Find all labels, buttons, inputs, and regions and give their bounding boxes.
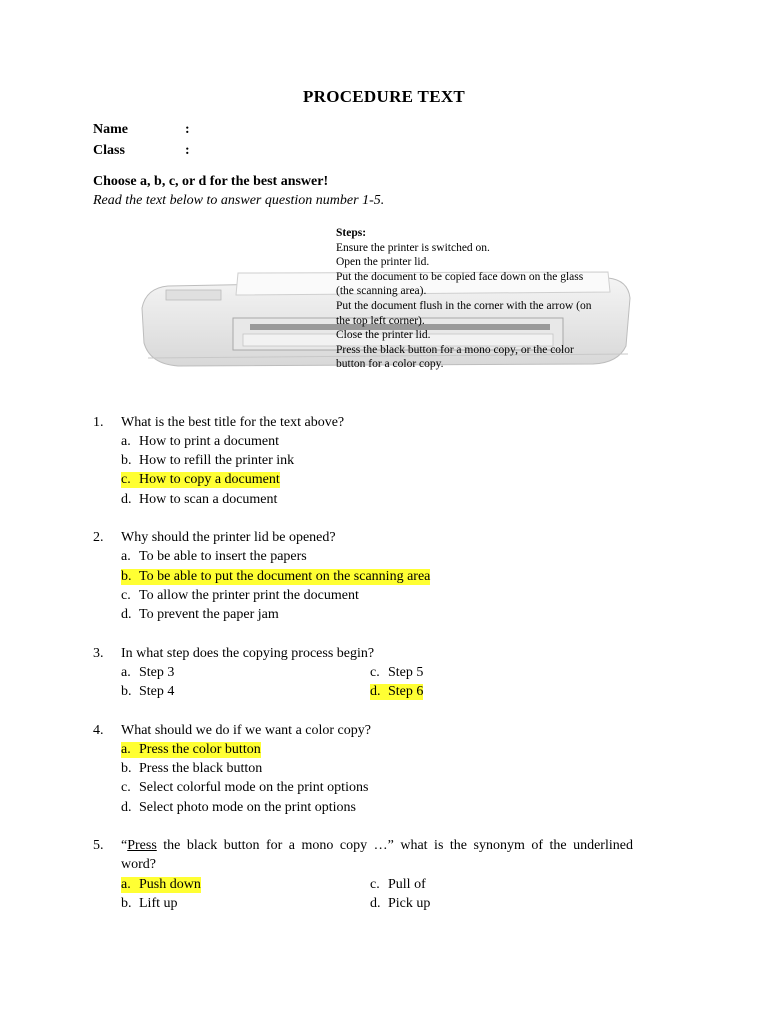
- step-line: button for a color copy.: [336, 358, 444, 371]
- question-text: Why should the printer lid be opened?: [121, 530, 336, 545]
- option-1d[interactable]: d. How to scan a document: [121, 492, 278, 507]
- question-1: [93, 415, 344, 431]
- question-text: What is the best title for the text above?: [121, 415, 345, 430]
- step-line: Put the document flush in the corner with the arrow (on: [336, 299, 592, 312]
- class-colon: :: [185, 143, 190, 158]
- underlined-word: Press: [127, 838, 157, 853]
- question-text: What should we do if we want a color copy?: [121, 723, 371, 738]
- question-text: In what step does the copying process begin?: [121, 646, 375, 661]
- option-4c[interactable]: c. Select colorful mode on the print options: [121, 780, 369, 795]
- step-line: Put the document to be copied face down on the glass: [336, 270, 584, 283]
- question-number: 4.: [93, 723, 104, 738]
- step-line: Open the printer lid.: [336, 256, 430, 269]
- question-4: [93, 723, 371, 739]
- class-label: Class: [93, 143, 125, 158]
- steps-title: Steps:: [336, 227, 367, 239]
- name-colon: :: [185, 122, 190, 137]
- option-1c-highlighted[interactable]: c. How to copy a document: [121, 472, 280, 487]
- instruction: Choose a, b, c, or d for the best answer!: [93, 174, 329, 189]
- question-2: [93, 530, 336, 546]
- question-text: the black button for a mono copy …” what is the synonym of the underlined: [156, 838, 633, 853]
- question-number: 2.: [93, 530, 104, 545]
- step-line: (the scanning area).: [336, 285, 427, 298]
- page-title: PROCEDURE TEXT: [302, 87, 466, 106]
- reading-note: Read the text below to answer question number 1-5.: [93, 193, 385, 208]
- option-2a[interactable]: a. To be able to insert the papers: [121, 549, 307, 564]
- option-2b-highlighted[interactable]: b. To be able to put the document on the scanning area: [121, 569, 431, 584]
- option-5b[interactable]: b. Lift up: [121, 896, 178, 911]
- option-2d[interactable]: d. To prevent the paper jam: [121, 607, 279, 622]
- option-3d-highlighted[interactable]: d. Step 6: [370, 684, 424, 699]
- option-3b[interactable]: b. Step 4: [121, 684, 175, 699]
- question-number: 1.: [93, 415, 104, 430]
- option-1b[interactable]: b. How to refill the printer ink: [121, 453, 295, 468]
- option-5a-highlighted[interactable]: a. Push down: [121, 877, 201, 892]
- question-number: 5.: [93, 838, 104, 853]
- option-1a[interactable]: a. How to print a document: [121, 434, 279, 449]
- option-5c[interactable]: c. Pull of: [370, 877, 426, 892]
- step-line: Close the printer lid.: [336, 329, 431, 342]
- option-3a[interactable]: a. Step 3: [121, 665, 175, 680]
- question-3: [93, 646, 374, 662]
- step-line: Press the black button for a mono copy, or the color: [336, 343, 574, 356]
- question-text-line2: word?: [121, 857, 156, 872]
- option-2c[interactable]: c. To allow the printer print the document: [121, 588, 359, 603]
- question-5: [93, 838, 675, 854]
- step-line: Ensure the printer is switched on.: [336, 241, 490, 254]
- step-line: the top left corner).: [336, 314, 425, 327]
- option-4b[interactable]: b. Press the black button: [121, 761, 263, 776]
- option-5d[interactable]: d. Pick up: [370, 896, 431, 911]
- question-number: 3.: [93, 646, 104, 661]
- option-4a-highlighted[interactable]: a. Press the color button: [121, 742, 261, 757]
- question-text-quote: “: [121, 838, 128, 853]
- option-4d[interactable]: d. Select photo mode on the print options: [121, 800, 356, 815]
- steps-text: [336, 226, 656, 372]
- name-label: Name: [93, 122, 128, 137]
- option-3c[interactable]: c. Step 5: [370, 665, 424, 680]
